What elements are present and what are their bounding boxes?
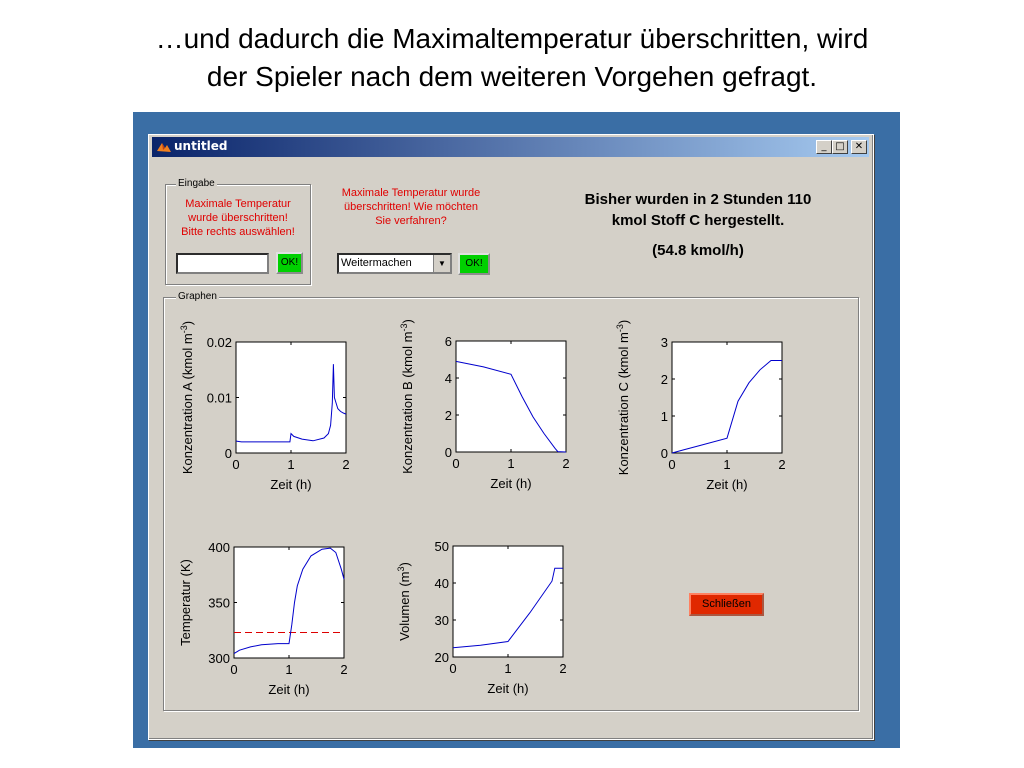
y-axis-label-superscript: -3: [399, 323, 409, 332]
close-window-button[interactable]: ✕: [851, 140, 867, 154]
y-tick-label: 400: [208, 540, 230, 555]
eingabe-warning-line: Maximale Temperatur: [185, 198, 291, 210]
y-tick-label: 6: [444, 334, 452, 349]
x-axis-label: Zeit (h): [270, 477, 312, 492]
plot-axes-box: [456, 341, 566, 452]
chevron-down-icon[interactable]: ▼: [433, 255, 450, 272]
action-select-value: Weitermachen: [341, 257, 412, 269]
slide-title-line-1: …und dadurch die Maximaltemperatur überschritten, wird: [155, 23, 869, 54]
y-tick-label: 4: [444, 371, 452, 386]
x-axis-label: Zeit (h): [487, 681, 529, 696]
x-tick-label: 1: [504, 661, 512, 676]
x-tick-label: 2: [559, 661, 567, 676]
x-tick-label: 1: [507, 456, 515, 471]
y-tick-label: 0: [444, 445, 452, 460]
prompt-ok-button[interactable]: OK!: [458, 253, 490, 275]
plot-axes-box: [672, 342, 782, 453]
y-axis-label-end: ): [616, 319, 631, 325]
x-tick-label: 1: [287, 457, 295, 472]
x-tick-label: 0: [668, 457, 676, 472]
y-tick-label: 20: [434, 650, 449, 665]
y-axis-label: [179, 321, 195, 474]
eingabe-warning-line: wurde überschritten!: [188, 212, 288, 224]
y-tick-label: 350: [208, 595, 230, 611]
prompt-message-line: Maximale Temperatur wurde: [341, 187, 481, 199]
x-tick-label: 0: [452, 456, 460, 471]
window-title: untitled: [174, 139, 228, 153]
y-axis-label-text: Konzentration C (kmol m: [616, 332, 631, 476]
y-axis-label-end: ): [400, 319, 415, 324]
y-tick-label: 30: [434, 613, 449, 628]
x-tick-label: 2: [342, 457, 350, 472]
y-tick-label: 300: [208, 651, 230, 666]
y-axis-label: [615, 320, 631, 475]
y-axis-label: [178, 559, 193, 646]
x-tick-label: 2: [778, 457, 786, 472]
slide-title-line-2: der Spieler nach dem weiteren Vorgehen gefragt.: [206, 61, 818, 92]
x-axis-label: Zeit (h): [490, 476, 532, 491]
x-axis-label: Zeit (h): [706, 477, 748, 492]
y-axis-label-text: Volumen (m: [397, 571, 412, 641]
y-axis-label-superscript: 3: [396, 566, 406, 572]
y-axis-label-end: ): [180, 320, 195, 326]
eingabe-group-label: Eingabe: [178, 178, 215, 189]
eingabe-warning-line: Bitte rechts auswählen!: [181, 226, 295, 238]
y-axis-label: [399, 319, 415, 474]
y-tick-label: 40: [434, 576, 449, 591]
maximize-button[interactable]: □: [832, 140, 848, 154]
plot-axes-box: [453, 546, 563, 657]
prompt-message-line: Sie verfahren?: [375, 215, 447, 227]
x-tick-label: 0: [449, 661, 457, 676]
x-tick-label: 2: [340, 662, 348, 677]
x-tick-label: 1: [723, 457, 731, 472]
schliessen-button[interactable]: Schließen: [689, 593, 764, 616]
production-info-line-2: kmol Stoff C hergestellt.: [611, 212, 785, 229]
y-tick-label: 2: [660, 372, 668, 387]
x-axis-label: Zeit (h): [268, 682, 310, 697]
y-tick-label: 2: [444, 408, 452, 423]
y-tick-label: 0: [224, 446, 232, 461]
x-tick-label: 0: [232, 457, 240, 472]
production-rate: (54.8 kmol/h): [652, 242, 744, 259]
minimize-button[interactable]: _: [816, 140, 832, 154]
x-tick-label: 2: [562, 456, 570, 471]
y-axis-label-text: Temperatur (K): [178, 559, 193, 646]
y-tick-label: 0.02: [206, 335, 232, 350]
x-tick-label: 1: [285, 662, 293, 677]
y-tick-label: 0.01: [206, 390, 232, 406]
y-tick-label: 3: [660, 335, 668, 350]
y-tick-label: 50: [434, 539, 449, 554]
graphen-group-label: Graphen: [178, 291, 217, 302]
y-axis-label-superscript: -3: [615, 324, 625, 333]
y-tick-label: 1: [660, 409, 668, 424]
x-tick-label: 0: [230, 662, 238, 677]
prompt-message-line: überschritten! Wie möchten: [344, 201, 478, 213]
y-axis-label-end: ): [397, 562, 412, 567]
y-axis-label-text: Konzentration B (kmol m: [400, 331, 415, 474]
production-info-line-1: Bisher wurden in 2 Stunden 110: [584, 191, 812, 208]
eingabe-ok-button[interactable]: OK!: [276, 252, 303, 274]
y-axis-label: [396, 562, 412, 641]
y-tick-label: 0: [660, 446, 668, 461]
y-axis-label-superscript: -3: [179, 325, 189, 334]
y-axis-label-text: Konzentration A (kmol m: [180, 333, 195, 475]
